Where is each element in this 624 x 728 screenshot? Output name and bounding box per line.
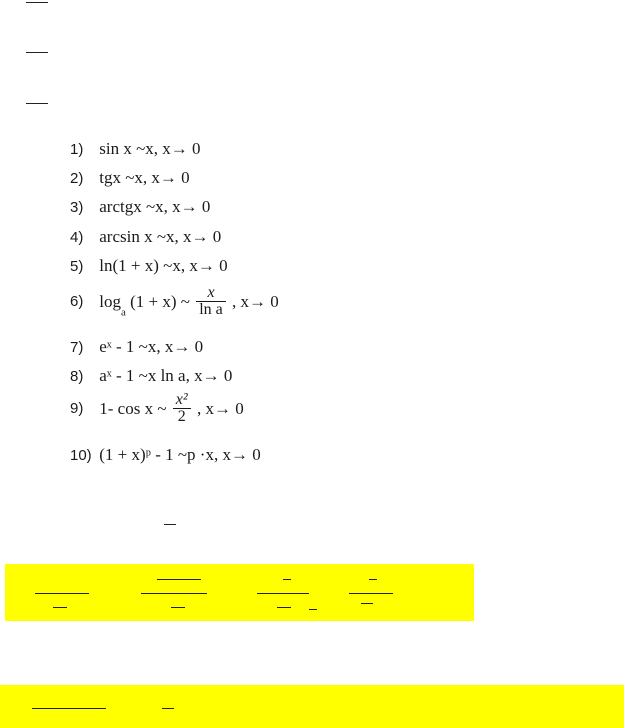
fraction-rule-top-3 <box>26 103 48 104</box>
formula-row-8 <box>70 367 232 384</box>
formula-expression: arcsin x ~x, x→ 0 <box>99 227 222 246</box>
fraction-bar <box>283 579 291 580</box>
formula-row-7 <box>70 338 203 355</box>
formula-expression: ln(1 + x) ~x, x→ 0 <box>99 256 228 275</box>
formula-number: 3) <box>70 199 84 216</box>
formula-number: 6) <box>70 293 84 310</box>
formula-number: 9) <box>70 400 84 417</box>
fraction-bar <box>349 593 393 594</box>
formula-number: 10) <box>70 447 92 464</box>
fraction-bar <box>277 607 291 608</box>
formula-row-5 <box>70 257 228 274</box>
fraction-bar <box>369 579 377 580</box>
log-base: a <box>120 306 126 319</box>
formula-expression: aˣ - 1 ~x ln a, x→ 0 <box>99 366 233 385</box>
fraction-bar <box>171 607 185 608</box>
formula-expression: sin x ~x, x→ 0 <box>99 139 201 158</box>
fraction-bar <box>257 593 309 594</box>
fraction-rule-top-1 <box>26 2 48 3</box>
highlight-band-1 <box>5 564 474 621</box>
fraction-numerator: x <box>196 285 226 302</box>
formula-expression: eˣ - 1 ~x, x→ 0 <box>99 337 204 356</box>
formula-row-10 <box>70 446 261 463</box>
fraction-bar <box>309 609 317 610</box>
formula-expression-mid: (1 + x) ~ <box>130 292 190 311</box>
formula-expression-right: , x→ 0 <box>232 292 279 311</box>
formula-row-9 <box>70 392 244 425</box>
fraction-denominator: 2 <box>177 408 186 425</box>
formula-number: 4) <box>70 229 84 246</box>
fraction-numerator: x² <box>173 392 191 409</box>
formula-expression: tgx ~x, x→ 0 <box>99 168 190 187</box>
fraction-bar <box>361 603 373 604</box>
fraction-rule-top-2 <box>26 52 48 53</box>
fraction <box>196 285 226 318</box>
formula-expression-left: log <box>99 292 121 311</box>
formula-number: 5) <box>70 258 84 275</box>
formula-row-6 <box>70 285 279 318</box>
formula-number: 2) <box>70 170 84 187</box>
fraction-bar <box>32 708 106 709</box>
fraction-bar <box>162 708 174 709</box>
formula-expression: arctgx ~x, x→ 0 <box>99 197 211 216</box>
fraction-bar <box>157 579 201 580</box>
formula-expression-mid: 1- cos x ~ <box>99 399 167 418</box>
fraction-rule-mid <box>164 524 176 525</box>
highlight-band-2 <box>0 685 624 728</box>
formula-number: 8) <box>70 368 84 385</box>
fraction-denominator: ln a <box>199 301 223 318</box>
formula-row-2 <box>70 169 190 186</box>
formula-row-1 <box>70 140 201 157</box>
fraction <box>173 392 191 425</box>
formula-number: 1) <box>70 141 84 158</box>
formula-row-4 <box>70 228 221 245</box>
fraction-bar <box>141 593 207 594</box>
formula-expression: (1 + x)ᵖ - 1 ~p ·x, x→ 0 <box>99 445 261 464</box>
formula-number: 7) <box>70 339 84 356</box>
fraction-bar <box>35 593 89 594</box>
fraction-bar <box>53 607 67 608</box>
formula-row-3 <box>70 198 210 215</box>
formula-expression-right: , x→ 0 <box>196 399 244 418</box>
